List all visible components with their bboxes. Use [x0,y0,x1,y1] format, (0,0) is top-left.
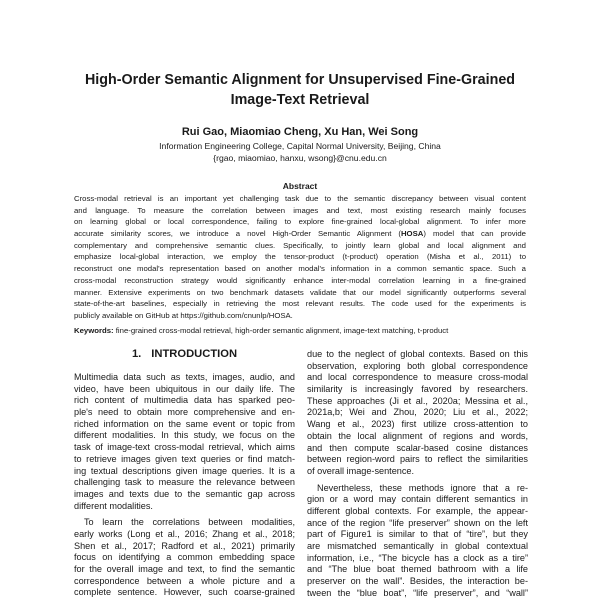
intro-paragraph-4 [307,483,528,600]
abstract-line: reconstruct one modal's representation based on another modal's information in a common semantic space. Such a [74,264,526,274]
intro-paragraph-3 [307,349,528,478]
text-line: 2021a,b; Wei and Zhou, 2020; Liu et al., 2022; [307,407,528,418]
text-line: To learn the correlations between modalities, [84,517,295,528]
text-line: Multimedia data such as texts, images, audio, and [74,372,295,382]
text-line: and “The blue boat themed bathroom with a life [307,564,528,575]
abstract-line: publicly available on GitHub at https://github.com/cnunlp/HOSA. [74,310,293,320]
title-line: High-Order Semantic Alignment for Unsupervised Fine-Grained [84,72,516,88]
affiliation: Information Engineering College, Capital Normal University, Beijing, China [159,141,441,151]
text-line: part of Figure1 is similar to that of “tire”, but they [307,529,528,540]
abstract-line: complementary and comprehensive semantic clues. Specifically, to jointly learn global and local alignment and [74,240,526,250]
text-line: and then compute scalar-based cosine distances [307,442,528,453]
text-line: for the overall image and text, to find the semantic [74,564,295,574]
text-line: complete sentence. However, such coarse-grained [74,587,295,598]
text-line: task of image-text cross-modal retrieval, which aims [74,442,295,453]
author-list: Rui Gao, Miaomiao Cheng, Xu Han, Wei Song [181,126,419,138]
abstract-line: emphasize local-global interaction, we employ the tensor-product (t-product) operation (Misha et al., 2011) to [74,252,526,262]
text-line: ance of the region “life preserver” shown on the left [307,517,528,528]
text-line: obtain the local alignment of regions and words, [307,430,528,441]
text-line: images and texts due to the semantic gap across [74,488,295,499]
text-line: to retrieve images given text queries or find match- [74,453,295,464]
abstract-heading: Abstract [282,181,318,191]
abstract-line: and language. To measure the correlation between images and text, most existing research mainly focuses [74,205,526,215]
author-emails: {rgao, miaomiao, hanxu, wsong}@cnu.edu.cn [213,153,387,163]
text-line: due to the neglect of global contexts. Based on this [307,349,528,359]
text-line: correspondence between a whole picture and a [74,575,295,586]
abstract-line: Cross-modal retrieval is an important yet challenging task due to the semantic discrepancy between visual content [74,194,526,203]
keywords-text: fine-grained cross-modal retrieval, high-order semantic alignment, image-text matching, t-product [115,326,449,335]
keywords [74,326,526,336]
text-line: ing textual descriptions given image queries. It is a [74,465,295,476]
right-column [307,349,528,599]
text-line: riched information on the same event or topic from [74,418,295,429]
abstract-line: on learning global or local correspondence, failing to explore fine-grained local-global alignment. To infer more [74,217,526,227]
intro-paragraph-2 [74,517,295,599]
text-line: gion or a word may contain different semantics in [307,494,528,505]
title-line: Image-Text Retrieval [230,92,370,108]
abstract-line: cross-modal reconstruction strategy would significantly enhance inter-modal correlation learning in a fine-grained [74,275,526,285]
model-name: HOSA [400,229,424,239]
text-line: These approaches (Ji et al., 2020a; Messina et al., [307,395,528,406]
keywords-label: Keywords: [74,326,114,335]
text-line: challenging task to measure the relevance between [74,477,295,488]
section-title: INTRODUCTION [151,348,238,360]
text-line: Shen et al., 2017; Radford et al., 2021) primarily [74,540,295,551]
text-line: and local correspondence to measure cross-modal [307,372,528,383]
intro-paragraph-1 [74,372,295,512]
abstract-line: manner. Extensive experiments on two benchmark datasets validate that our model significantly outperforms several [74,287,526,297]
left-column [74,346,295,599]
section-heading [74,347,295,361]
abstract-body [74,194,526,323]
text-line: tween the “blue boat”, “life preserver”, and “wall” [307,587,528,598]
text-line: Wang et al., 2023) first utilize cross-attention to [307,419,528,430]
text-line: observation, exploring both global correspondence [307,360,528,371]
affiliation-block [40,140,560,164]
abstract-line: state-of-the-art baselines, especially in retrieving the most relevant results. The code used for the experiments is [74,299,526,309]
section-number: 1. [131,348,142,360]
text-line: information, i.e., “The bicycle has a clock as a tire” [307,552,528,563]
text-line: between region-word pairs to reflect the similarities [307,454,528,465]
text-line: of overall image-sentence. [307,465,415,476]
text-line: focus on identifying a common embedding space [74,552,295,563]
text-line: different global contexts. For example, the appear- [307,505,528,516]
text-line: Nevertheless, these methods ignore that a re- [317,482,528,493]
abstract-line: accurate similarity scores, we introduce a novel High-Order Semantic Alignment (HOSA) model that can provide [74,229,526,239]
text-line: preserver on the wall”. Besides, the interaction be- [307,576,528,587]
paper-title [40,70,560,110]
text-line: video, have been ubiquitous in our daily life. The [74,383,295,394]
text-line: different modalities. [74,500,153,511]
text-line: early works (Long et al., 2016; Zhang et al., 2018; [74,528,295,539]
text-line: ple's need to obtain more comprehensive and en- [74,407,295,418]
text-line: similarity is increasingly favored by researchers. [307,384,528,395]
text-line: different modalities. In this study, we focus on the [74,430,295,441]
text-line: rich content of multimedia data has sparked peo- [74,395,295,406]
text-line: are mismatched semantically in global contextual [307,541,528,551]
